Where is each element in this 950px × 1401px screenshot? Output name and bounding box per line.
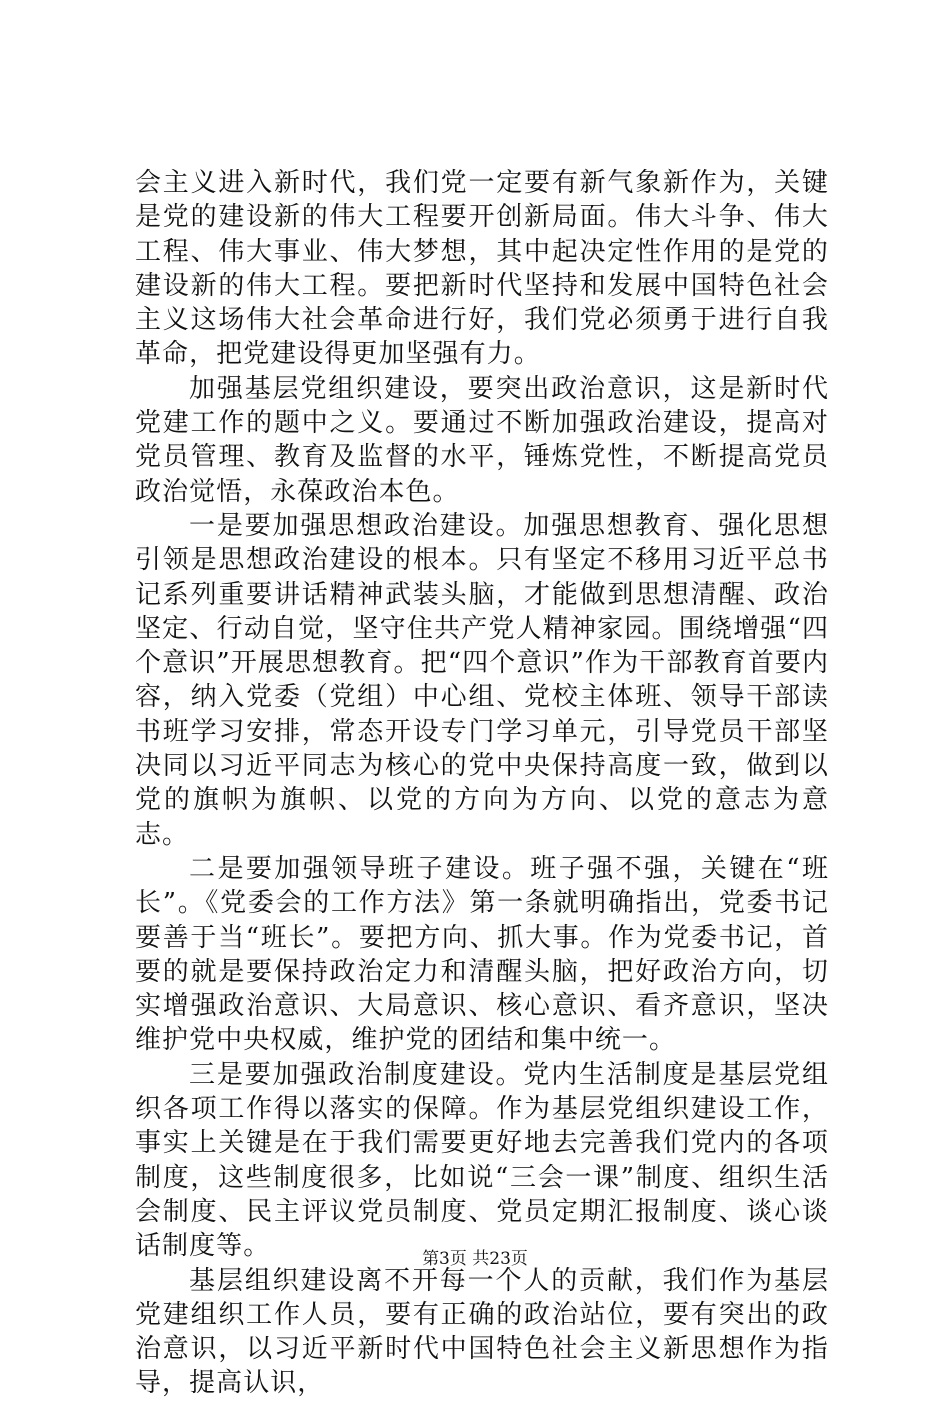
- paragraph-leadership-building: 二是要加强领导班子建设。班子强不强，关键在“班长”。《党委会的工作方法》第一条就明确指出，党委书记要善于当“班长”。要把方向、抓大事。作为党委书记，首要的就是要保持政治定力和清醒头脑，把好政治方向，切实增强政治意识、大局意识、核心意识、看齐意识，坚决维护党中央权威，维护党的团结和集中统一。: [135, 853, 829, 1056]
- paragraph-grassroots-contribution: 基层组织建设离不开每一个人的贡献，我们作为基层党建组织工作人员，要有正确的政治站位，要有突出的政治意识，以习近平新时代中国特色社会主义新思想作为指导，提高认识，: [135, 1265, 829, 1399]
- paragraph-institution-building: 三是要加强政治制度建设。党内生活制度是基层党组织各项工作得以落实的保障。作为基层党组织建设工作，事实上关键是在于我们需要更好地去完善我们党内的各项制度，这些制度很多，比如说“三会一课”制度、组织生活会制度、民主评议党员制度、党员定期汇报制度、谈心谈话制度等。: [135, 1059, 829, 1262]
- paragraph-ideological-building: 一是要加强思想政治建设。加强思想教育、强化思想引领是思想政治建设的根本。只有坚定不移用习近平总书记系列重要讲话精神武装头脑，才能做到思想清醒、政治坚定、行动自觉，坚守住共产党人精神家园。围绕增强“四个意识”开展思想教育。把“四个意识”作为干部教育首要内容，纳入党委（党组）中心组、党校主体班、领导干部读书班学习安排，常态开设专门学习单元，引导党员干部坚决同以习近平同志为核心的党中央保持高度一致，做到以党的旗帜为旗帜、以党的方向为方向、以党的意志为意志。: [135, 510, 829, 850]
- paragraph-continuation: 会主义进入新时代，我们党一定要有新气象新作为，关键是党的建设新的伟大工程要开创新局面。伟大斗争、伟大工程、伟大事业、伟大梦想，其中起决定性作用的是党的建设新的伟大工程。要把新时代坚持和发展中国特色社会主义这场伟大社会革命进行好，我们党必须勇于进行自我革命，把党建设得更加坚强有力。: [135, 168, 829, 370]
- page-number-footer: 第3页 共23页: [422, 1249, 528, 1269]
- paragraph-political-awareness: 加强基层党组织建设，要突出政治意识，这是新时代党建工作的题中之义。要通过不断加强政治建设，提高对党员管理、教育及监督的水平，锤炼党性，不断提高党员政治觉悟，永葆政治本色。: [135, 373, 829, 507]
- document-body: [135, 166, 829, 1401]
